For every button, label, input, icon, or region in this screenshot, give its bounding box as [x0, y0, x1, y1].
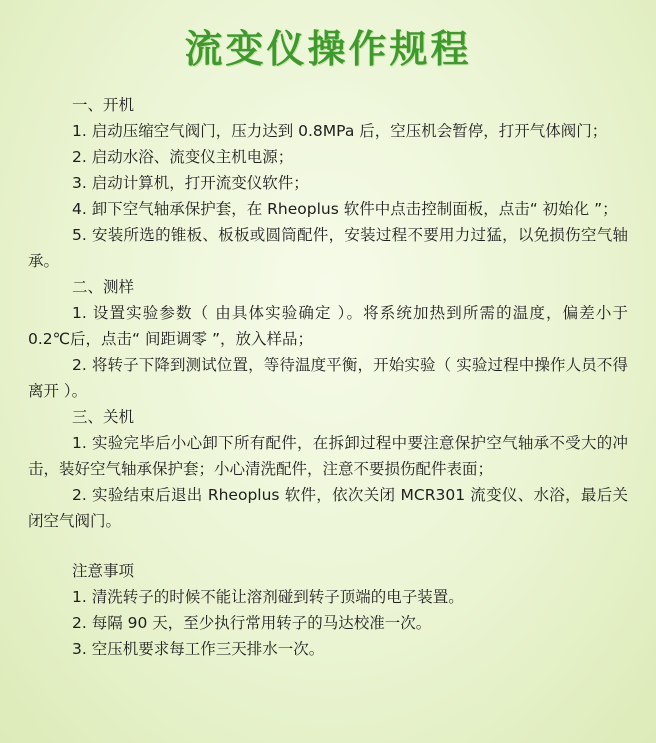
- note-item: 1. 清洗转子的时候不能让溶剂碰到转子顶端的电子装置。: [72, 588, 464, 606]
- section-startup: [28, 92, 628, 274]
- page-title: 流变仪操作规程: [184, 27, 472, 71]
- section-heading: 二、测样: [72, 278, 135, 296]
- step-item: 4. 卸下空气轴承保护套，在 Rheoplus 软件中点击控制面板，点击“ 初始化 ”；: [72, 200, 618, 218]
- step-item: 2. 将转子下降到测试位置，等待温度平衡，开始实验（ 实验过程中操作人员不得离开 ）。: [28, 356, 628, 400]
- procedure-content: [28, 92, 628, 662]
- section-shutdown: [28, 404, 628, 534]
- section-heading: 一、开机: [72, 96, 135, 114]
- section-testing: [28, 274, 628, 404]
- notes-heading: 注意事项: [72, 562, 135, 580]
- step-item: 2. 实验结束后退出 Rheoplus 软件，依次关闭 MCR301 流变仪、水浴，最后关闭空气阀门。: [28, 486, 628, 530]
- step-item: 2. 启动水浴、流变仪主机电源；: [72, 148, 294, 166]
- section-heading: 三、关机: [72, 408, 135, 426]
- spacer: [28, 534, 628, 558]
- step-item: 1. 启动压缩空气阀门，压力达到 0.8MPa 后，空压机会暂停，打开气体阀门；: [72, 122, 608, 140]
- note-item: 2. 每隔 90 天，至少执行常用转子的马达校准一次。: [72, 614, 432, 632]
- step-item: 1. 实验完毕后小心卸下所有配件，在拆卸过程中要注意保护空气轴承不受大的冲击，装好空气轴承保护套；小心清洗配件，注意不要损伤配件表面；: [28, 434, 628, 478]
- step-item: 3. 启动计算机，打开流变仪软件；: [72, 174, 309, 192]
- step-item: 5. 安装所选的锥板、板板或圆筒配件，安装过程不要用力过猛，以免损伤空气轴承。: [28, 226, 628, 270]
- step-item: 1. 设置实验参数（ 由具体实验确定 ）。将系统加热到所需的温度，偏差小于 0.2℃后，点击“ 间距调零 ”，放入样品；: [28, 304, 628, 348]
- note-item: 3. 空压机要求每工作三天排水一次。: [72, 640, 325, 658]
- notes-section: [28, 558, 628, 662]
